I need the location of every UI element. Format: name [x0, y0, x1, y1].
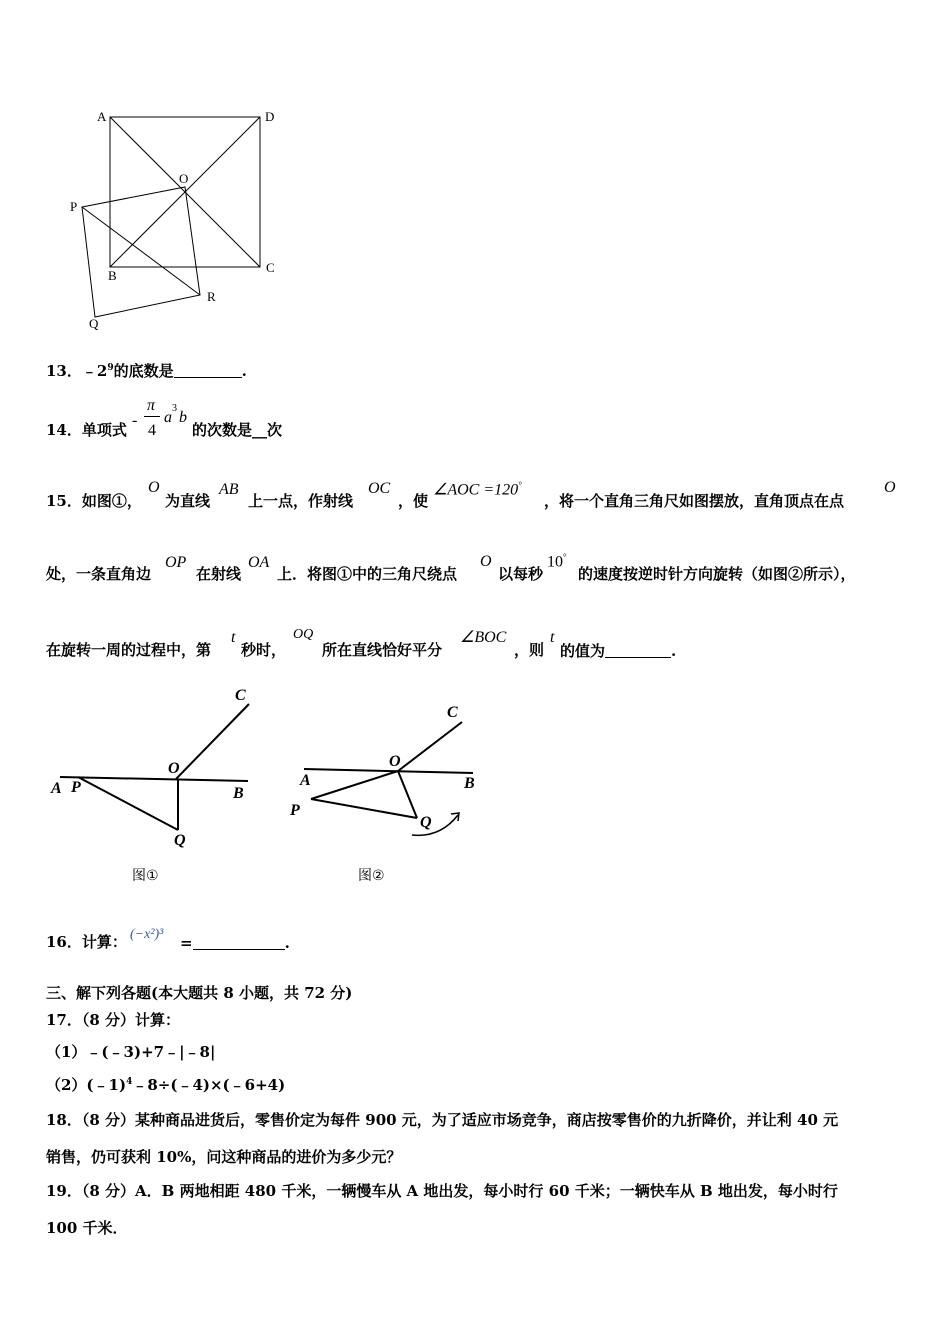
q15-oc: OC — [368, 480, 391, 497]
q15-line3-a: 在旋转一周的过程中，第 — [46, 641, 212, 659]
fig2-q: Q — [420, 814, 432, 831]
fig1-q: Q — [174, 832, 186, 849]
fig2-o: O — [389, 753, 401, 770]
q15-end: . — [671, 642, 677, 660]
q16-expression: (−x²)³ — [130, 927, 164, 942]
label-o: O — [179, 171, 189, 186]
q15-line2-a: 处，一条直角边 — [46, 565, 152, 583]
fraction-bar — [144, 416, 160, 417]
q15-o2: O — [884, 479, 896, 496]
fig1-caption: 图① — [132, 868, 159, 884]
label-r: R — [207, 289, 216, 304]
answer-blank — [605, 643, 671, 658]
q15-line3-d: ，则 — [514, 641, 545, 659]
degree-symbol: ° — [518, 480, 522, 490]
q15-line1-e: ，将一个直角三角尺如图摆放，直角顶点在点 — [544, 492, 845, 510]
line-ab — [60, 777, 248, 781]
q13-text: 的底数是 — [113, 362, 174, 380]
q19-line-2: 100 千米． — [46, 1219, 128, 1237]
label-d: D — [265, 109, 275, 124]
q14-tail — [192, 423, 282, 438]
q14-a-exp: 3 — [172, 403, 177, 414]
segment-pc — [82, 207, 200, 295]
q15-ab: AB — [219, 481, 239, 498]
q17-part-2 — [46, 1078, 285, 1093]
label-b: B — [108, 268, 117, 283]
q15-line1-c: 上一点，作射线 — [248, 492, 354, 510]
figure-1 — [40, 680, 270, 855]
degree-symbol: ° — [563, 552, 567, 562]
question-14 — [46, 423, 127, 438]
figure-2 — [290, 690, 490, 850]
q14-four: 4 — [148, 422, 156, 439]
q15-line2-d: 以每秒 — [498, 565, 544, 583]
fig2-a: A — [300, 772, 311, 789]
q14-pi: π — [147, 397, 156, 414]
segment-pq — [311, 799, 417, 818]
q15-line2-c: 上．将图①中的三角尺绕点 — [277, 565, 458, 583]
q18-line-1: 18．（8 分）某种商品进货后，零售价定为每件 900 元，为了适应市场竞争，商店按零售价的九折降价，并让利 40 元 — [46, 1111, 839, 1129]
q15-t2: t — [550, 629, 555, 646]
q13-end: . — [241, 362, 247, 380]
q15-line3-c: 所在直线恰好平分 — [322, 641, 443, 659]
square-poqr — [82, 187, 200, 317]
segment-oq — [398, 771, 417, 818]
answer-blank — [193, 935, 285, 950]
q15-ten: 10 — [547, 553, 563, 571]
q15-line1-d: ，使 — [398, 492, 429, 510]
q19-line-1: 19．（8 分）A．B 两地相距 480 千米，一辆慢车从 A 地出发，每小时行 60 千米；一辆快车从 B 地出发，每小时行 — [46, 1182, 838, 1200]
q15-number: 15． — [46, 492, 82, 510]
fig1-a: A — [51, 780, 62, 797]
label-q: Q — [89, 316, 99, 331]
q15-line1-b: 为直线 — [165, 492, 211, 510]
q15-op: OP — [165, 554, 187, 571]
q16-tail — [180, 935, 290, 951]
segment-op — [311, 771, 398, 799]
q15-oa: OA — [248, 554, 270, 571]
section-3-title: 三、解下列各题(本大题共 8 小题，共 72 分) — [46, 984, 353, 1002]
label-a: A — [97, 109, 107, 124]
fig1-o: O — [168, 760, 180, 777]
q16-number: 16． — [46, 933, 82, 951]
q14-number: 14． — [46, 421, 82, 439]
q16-equals: = — [180, 934, 193, 952]
fig1-b: B — [233, 785, 244, 802]
q14-text-b: 的次数是 — [192, 421, 253, 439]
q14-b: b — [179, 409, 187, 426]
q17-p2-rest: ﹣8÷(﹣4)×(﹣6+4) — [132, 1076, 286, 1094]
q18-line-2: 销售，仍可获利 10%，问这种商品的进价为多少元？ — [46, 1148, 402, 1166]
q15-ten-degrees — [547, 553, 567, 570]
fig1-c: C — [235, 687, 246, 704]
q15-line3-b: 秒时， — [241, 641, 287, 659]
label-p: P — [70, 199, 78, 214]
ray-oc — [176, 704, 249, 779]
q17-part-1: （1）﹣(﹣3)+7﹣|﹣8| — [46, 1043, 216, 1061]
q17-p2-exponent: 4 — [126, 1077, 133, 1087]
fig2-caption: 图② — [358, 868, 385, 884]
q13-number: 13． — [46, 362, 82, 380]
q15-oq: OQ — [293, 627, 314, 642]
q15-line2-e: 的速度按逆时针方向旋转（如图②所示）， — [578, 565, 856, 583]
fig2-b: B — [464, 775, 475, 792]
q17-heading: 17．（8 分）计算： — [46, 1011, 181, 1029]
rotation-arrow-icon — [412, 815, 458, 835]
q15-angle-boc: ∠BOC — [460, 629, 507, 646]
fig1-p: P — [71, 779, 81, 796]
q15-o: O — [148, 479, 160, 496]
q15-o3: O — [480, 553, 492, 570]
q15-t: t — [231, 629, 236, 646]
q15-text-e: 的值为 — [560, 642, 606, 660]
fig2-c: C — [447, 704, 458, 721]
q16-end: . — [284, 934, 290, 952]
q16-text: 计算： — [81, 933, 127, 951]
question-16 — [46, 935, 127, 950]
q15-line1-a — [46, 494, 142, 509]
q15-line3-e — [560, 643, 676, 659]
ray-oc — [398, 722, 462, 771]
q15-angle-aoc — [433, 481, 522, 498]
q13-exponent: 9 — [107, 363, 114, 373]
q14-text: 单项式 — [81, 421, 127, 439]
square-figure — [60, 105, 290, 335]
q14-a: a — [164, 409, 172, 426]
q17-p2-base: （2）(﹣1) — [46, 1076, 127, 1094]
q13-base: ﹣2 — [81, 362, 108, 380]
fig2-p: P — [290, 802, 300, 819]
label-c: C — [266, 260, 275, 275]
q15-text: 如图①， — [81, 492, 142, 510]
answer-blank: __ — [252, 421, 268, 439]
question-13 — [46, 363, 247, 379]
q15-angle-text: ∠AOC =120 — [433, 481, 519, 499]
answer-blank — [174, 363, 242, 378]
q14-text-c: 次 — [267, 421, 283, 439]
segment-pq — [78, 777, 178, 830]
q14-minus: - — [132, 412, 138, 429]
q15-line2-b: 在射线 — [196, 565, 242, 583]
